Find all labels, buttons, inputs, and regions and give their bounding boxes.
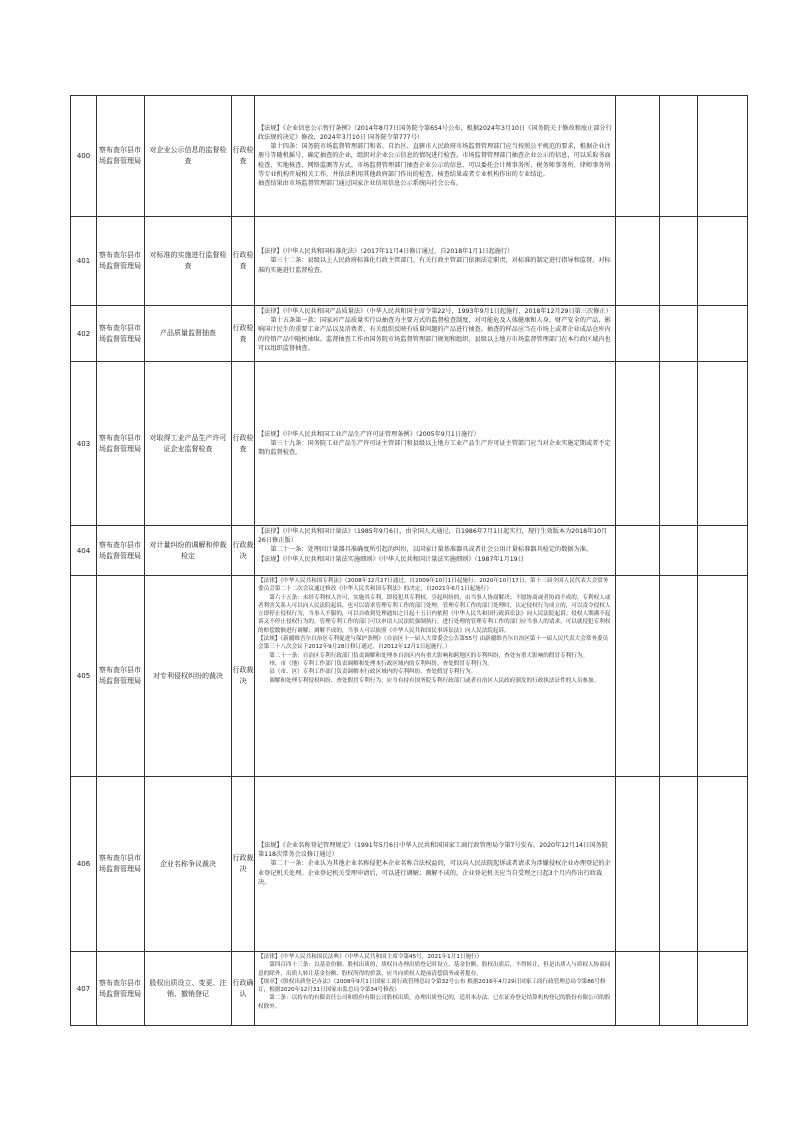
- basis-paragraph: 第十五条第一款：国家对产品质量实行以抽查为主要方式的监督检查制度，对可能危及人体健康和人身、财产安全的产品，影响国计民生的重要工业产品以及消费者、有关组织反映有质量问题的产品进行抽查。抽查的样品应当在市场上或者企业成品仓库内的待销产品中随机抽取。监督抽查工作由国务院市场监督管理部门规划和组织。县级以上地方市场监督管理部门在本行政区域内也可以组织监督抽查。: [258, 317, 611, 352]
- empty-cell: [698, 526, 748, 576]
- empty-cell: [698, 217, 748, 306]
- matter-name-cell: 对取得工业产品生产许可证企业监督检查: [145, 362, 232, 526]
- table-row: [71, 306, 748, 362]
- empty-cell: [616, 576, 660, 777]
- basis-paragraph: 【法规】《中华人民共和国计量法实施细则》《中华人民共和国计量法实施细则》（1987年1月19日: [258, 555, 524, 563]
- table-row: [71, 362, 748, 526]
- basis-paragraph: 【法律】《中华人民共和国标准化法》（2017年11月4日修订通过，自2018年1月1日起施行）: [258, 248, 514, 256]
- table-row: [71, 777, 748, 952]
- table-row: [71, 96, 748, 217]
- legal-basis-cell: [255, 952, 616, 1026]
- empty-cell: [660, 217, 698, 306]
- legal-basis-cell: [255, 526, 616, 576]
- empty-cell: [698, 952, 748, 1026]
- empty-cell: [660, 952, 698, 1026]
- table-row: [71, 526, 748, 576]
- row-number: 405: [71, 576, 97, 777]
- empty-cell: [616, 362, 660, 526]
- basis-paragraph: 【法规】《企业名称登记管理规定》（1991年5月6日中华人民共和国国家工商行政管理局令第7号发布，2020年12月14日国务院第118次常务会议修订通过）: [258, 841, 608, 859]
- matter-type-cell: 行政检查: [232, 306, 255, 362]
- department-cell: 察布查尔县市场监督管理局: [97, 306, 145, 362]
- empty-cell: [616, 952, 660, 1026]
- matter-type-cell: 行政裁决: [232, 777, 255, 952]
- empty-cell: [616, 777, 660, 952]
- legal-basis-cell: [255, 96, 616, 217]
- row-number: 401: [71, 217, 97, 306]
- basis-paragraph: 调解和处理专利侵权纠纷、查处假冒专利行为，应当有持有国务院专利行政部门或者自治区人民政府颁发的行政执法证件的人员参加。: [269, 677, 600, 684]
- basis-paragraph: 第二条：以持有的有限责任公司和股份有限公司股权出质，办理出质登记的，适用本办法。已在证券登记结算机构登记的股份有限公司的股权除外。: [258, 995, 611, 1010]
- matter-type-cell: 行政裁决: [232, 526, 255, 576]
- empty-cell: [660, 362, 698, 526]
- department-cell: 察布查尔县市场监督管理局: [97, 526, 145, 576]
- basis-paragraph: 【法律】《中华人民共和国计量法》（1985年9月6日，由全国人大通过，自1986年7月1日起实行，现行生效版本为2018年10月26日修正版）: [258, 528, 608, 545]
- basis-paragraph: 【法律】《中华人民共和国产品质量法》（中华人民共和国主席令第22号，1993年9月1日起施行，2018年12月29日第三次修正）: [258, 308, 612, 315]
- legal-basis-cell: [255, 306, 616, 362]
- matter-name-cell: 对标准的实施进行监督检查: [145, 217, 232, 306]
- matter-type-cell: 行政裁决: [232, 576, 255, 777]
- basis-paragraph: 第六十五条：未经专利权人许可，实施其专利，即侵犯其专利权，引起纠纷的，由当事人协商解决；不愿协商或者协商不成的，专利权人或者利害关系人可以向人民法院起诉，也可以请求管理专利工作的部门处理。管理专利工作的部门处理时，认定侵权行为成立的，可以责令侵权人立即停止侵权行为，当事人不服的，可以自收到处理通知之日起十五日内依照《中华人民共和国行政诉讼法》向人民法院起诉；侵权人期满不起诉又不停止侵权行为的，管理专利工作的部门可以申请人民法院强制执行。进行处理的管理专利工作的部门应当事人的请求，可以就侵犯专利权的赔偿数额进行调解；调解不成的，当事人可以依照《中华人民共和国民事诉讼法》向人民法院起诉。: [258, 594, 611, 634]
- department-cell: 察布查尔县市场监督管理局: [97, 217, 145, 306]
- matter-name-cell: 对企业公示信息的监督检查: [145, 96, 232, 217]
- basis-paragraph: 第二十一条：处理因计量器具准确度所引起的纠纷，以国家计量基准器具或者社会公用计量标准器具检定的数据为准。: [270, 546, 593, 554]
- table-row: [71, 952, 748, 1026]
- basis-paragraph: 第十四条：国务院市场监督管理部门和省、自治区、直辖市人民政府市场监督管理部门应当按照公平规范的要求，根据企业注册号等随机摇号，确定抽查的企业，组织对企业公示信息的情况进行检查。市场监督管理部门抽查企业公示的信息，可以采取书面检查、实地核查、网络监测等方式。市场监督管理部门抽查企业公示的信息，可以委托会计师事务所、税务师事务所、律师事务所等专业机构开展相关工作，并依法利用其他政府部门作出的检查、核查结果或者专业机构作出的专业结论。: [258, 143, 611, 178]
- empty-cell: [698, 576, 748, 777]
- basis-paragraph: 州、市（地）专利工作部门负责调解和处理本行政区域内的专利纠纷，查处假冒专利行为。: [269, 660, 493, 667]
- department-cell: 察布查尔县市场监督管理局: [97, 96, 145, 217]
- matter-type-cell: 行政检查: [232, 96, 255, 217]
- empty-cell: [660, 526, 698, 576]
- basis-paragraph: 抽查结果由市场监督管理部门通过国家企业信用信息公示系统向社会公布。: [258, 180, 463, 187]
- department-cell: 察布查尔县市场监督管理局: [97, 952, 145, 1026]
- matters-table: [70, 95, 748, 1026]
- matter-name-cell: 企业名称争议裁决: [145, 777, 232, 952]
- basis-paragraph: 第三十二条：县级以上人民政府标准化行政主管部门、有关行政主管部门依据法定职责，对标准的制定进行指导和监督，对标准的实施进行监督检查。: [258, 257, 611, 274]
- basis-paragraph: 第四百四十三条：以基金份额、股权出质的，质权自办理出质登记时设立。基金份额、股权出质后，不得转让，但是出质人与质权人协商同意的除外。出质人转让基金份额、股权所得的价款，应当向质权人提前清偿债务或者提存。: [258, 962, 611, 977]
- basis-paragraph: 【法律】《中华人民共和国民法典》（中华人民共和国主席令第45号，2021年1月1日施行）: [258, 954, 483, 960]
- legal-basis-cell: [255, 576, 616, 777]
- basis-paragraph: 【法规】《中华人民共和国工业产品生产许可证管理条例》（2005年9月1日施行）: [258, 430, 480, 438]
- basis-paragraph: 【法规】《企业信息公示暂行条例》（2014年8月7日国务院令第654号公布，根据2024年3月10日《国务院关于修改和废止部分行政法规的决定》修改，2024年3月10日 国务院令第777号）: [258, 124, 612, 141]
- row-number: 403: [71, 362, 97, 526]
- empty-cell: [616, 96, 660, 217]
- row-number: 407: [71, 952, 97, 1026]
- row-number: 404: [71, 526, 97, 576]
- empty-cell: [616, 306, 660, 362]
- empty-cell: [698, 362, 748, 526]
- empty-cell: [616, 217, 660, 306]
- row-number: 406: [71, 777, 97, 952]
- empty-cell: [616, 526, 660, 576]
- row-number: 400: [71, 96, 97, 217]
- matter-name-cell: 对计量纠纷的调解和仲裁检定: [145, 526, 232, 576]
- row-number: 402: [71, 306, 97, 362]
- legal-basis-cell: [255, 217, 616, 306]
- empty-cell: [660, 306, 698, 362]
- empty-cell: [698, 777, 748, 952]
- basis-paragraph: 【法律】《中华人民共和国专利法》（2008年12月27日通过，自2009年10月1日起施行；2020年10月17日，第十三届全国人民代表大会常务委员会第二十二次会议通过修改《中华人民共和国专利法》的决定，自2021年6月1日起施行）: [258, 578, 609, 593]
- matter-type-cell: 行政检查: [232, 217, 255, 306]
- basis-paragraph: 第二十一条：企业认为其他企业名称侵犯本企业名称合法权益的，可以向人民法院起诉或者请求为涉嫌侵权企业办理登记的企业登记机关处理。企业登记机关受理申请后，可以进行调解；调解不成的，企业登记机关应当自受理之日起3个月内作出行政裁决。: [258, 860, 611, 886]
- basis-paragraph: 县（市、区）专利工作部门负责调解本行政区域内的专利纠纷，查处假冒专利行为。: [269, 669, 477, 676]
- matter-name-cell: 产品质量监督抽查: [145, 306, 232, 362]
- basis-paragraph: 【规章】《股权出质登记办法》（2008年9月1日国家工商行政管理总局令第32号公布 根据2016年4月29日国家工商行政管理总局令第86号修订，根据2020年12月31日国家市监总局令第34号修改）: [258, 978, 606, 994]
- empty-cell: [698, 96, 748, 217]
- department-cell: 察布查尔县市场监督管理局: [97, 576, 145, 777]
- department-cell: 察布查尔县市场监督管理局: [97, 777, 145, 952]
- table-row: [71, 576, 748, 777]
- basis-paragraph: 【法规】《新疆维吾尔自治区专利促进与保护条例》（自治区十一届人大常委会公告第55号 由新疆维吾尔自治区第十一届人民代表大会常务委员会第三十八次会议于2012年9月28日修订通过，自2012年12月1日起施行。）: [258, 636, 609, 651]
- empty-cell: [660, 576, 698, 777]
- matter-type-cell: 行政检查: [232, 362, 255, 526]
- matter-name-cell: 股权出质设立、变更、注销、撤销登记: [145, 952, 232, 1026]
- table-row: [71, 217, 748, 306]
- legal-basis-cell: [255, 362, 616, 526]
- basis-paragraph: 第三十九条：国务院工业产品生产许可证主管部门和县级以上地方工业产品生产许可证主管部门应当对企业实施定期或者不定期的监督检查。: [258, 439, 611, 457]
- matter-name-cell: 对专利侵权纠纷的裁决: [145, 576, 232, 777]
- department-cell: 察布查尔县市场监督管理局: [97, 362, 145, 526]
- empty-cell: [660, 777, 698, 952]
- basis-paragraph: 第二十一条：自治区专利行政部门负责调解和处理本自治区内有重大影响和跨地区的专利纠纷，查处有重大影响的假冒专利行为。: [269, 652, 589, 659]
- matter-type-cell: 行政确认: [232, 952, 255, 1026]
- legal-basis-cell: [255, 777, 616, 952]
- empty-cell: [698, 306, 748, 362]
- empty-cell: [660, 96, 698, 217]
